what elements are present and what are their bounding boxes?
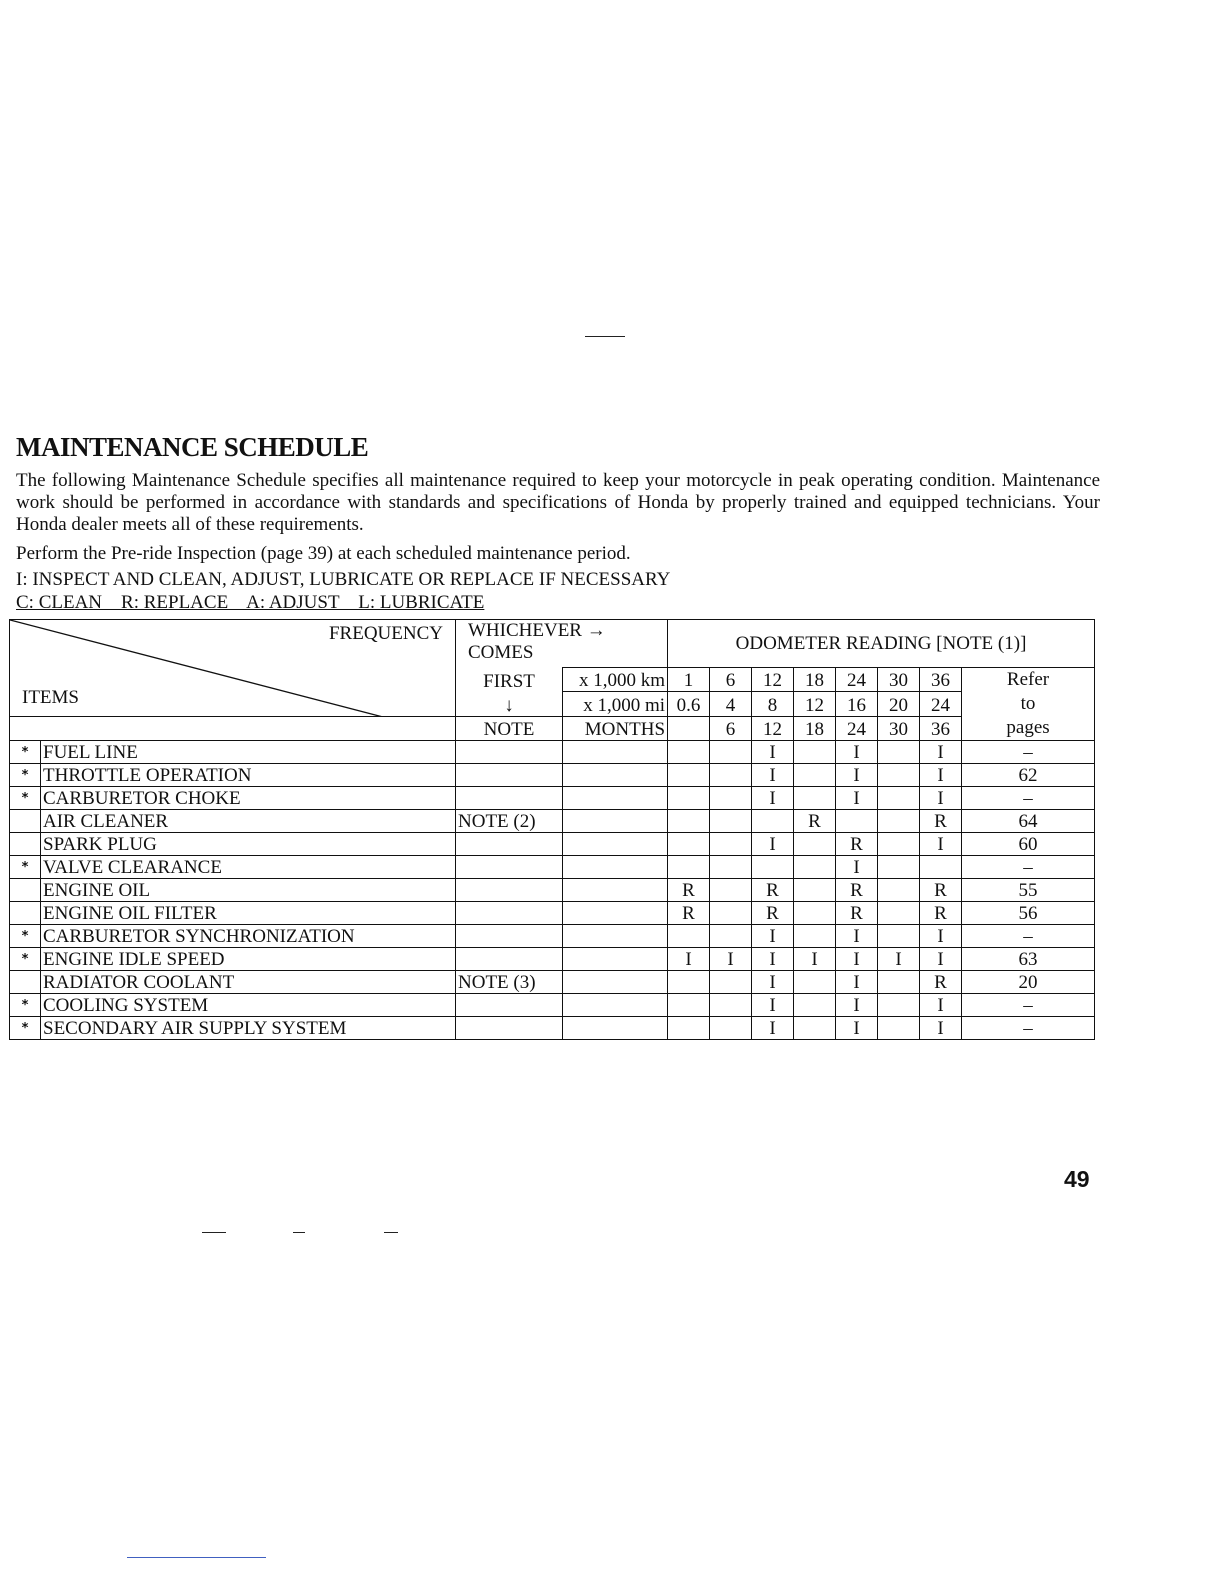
- schedule-cell: I: [836, 948, 878, 971]
- schedule-cell: [878, 971, 920, 994]
- service-star-mark: *: [10, 787, 41, 810]
- footer-rule: [127, 1557, 266, 1558]
- mi-label: x 1,000 mi: [563, 692, 668, 716]
- schedule-cell: R: [668, 879, 710, 902]
- schedule-cell: [668, 1017, 710, 1040]
- schedule-cell: R: [836, 879, 878, 902]
- schedule-cell: [878, 902, 920, 925]
- service-star-mark: *: [10, 764, 41, 787]
- intro-paragraph: The following Maintenance Schedule specifies all maintenance required to keep your motorcycle in peak operating condition. Maintenance work should be performed in accordance with standards and specifications of Honda by properly trained and equipped technicians. Your Honda dealer meets all of these requirements.: [16, 470, 1100, 535]
- schedule-cell: I: [920, 925, 962, 948]
- scan-mark-bottom: [202, 1232, 226, 1233]
- item-name: SECONDARY AIR SUPPLY SYSTEM: [41, 1017, 456, 1040]
- schedule-cell: [710, 925, 752, 948]
- item-note: [456, 833, 563, 856]
- legend-inspect: I: INSPECT AND CLEAN, ADJUST, LUBRICATE OR REPLACE IF NECESSARY: [16, 569, 671, 590]
- km-value: 36: [920, 668, 962, 692]
- schedule-cell: I: [710, 948, 752, 971]
- schedule-cell: [794, 925, 836, 948]
- refer-page: 64: [962, 810, 1095, 833]
- schedule-cell: I: [836, 741, 878, 764]
- month-value: 24: [836, 716, 878, 740]
- schedule-cell: [668, 833, 710, 856]
- blank-cell: [563, 810, 668, 833]
- schedule-cell: I: [752, 994, 794, 1017]
- month-value: 6: [710, 716, 752, 740]
- schedule-cell: [794, 1017, 836, 1040]
- schedule-cell: [668, 994, 710, 1017]
- schedule-cell: [710, 902, 752, 925]
- item-note: NOTE (2): [456, 810, 563, 833]
- mi-value: 12: [794, 692, 836, 716]
- refer-page: –: [962, 925, 1095, 948]
- schedule-cell: I: [920, 833, 962, 856]
- schedule-cell: [878, 925, 920, 948]
- schedule-cell: [710, 1017, 752, 1040]
- blank-cell: [563, 879, 668, 902]
- refer-line: to: [1020, 693, 1036, 714]
- item-note: NOTE (3): [456, 971, 563, 994]
- arrow-down: ↓: [456, 692, 563, 716]
- km-value: 12: [752, 668, 794, 692]
- table-row: [10, 787, 1095, 810]
- item-name: AIR CLEANER: [41, 810, 456, 833]
- item-note: [456, 994, 563, 1017]
- schedule-cell: I: [668, 948, 710, 971]
- schedule-cell: I: [836, 1017, 878, 1040]
- refer-page: 56: [962, 902, 1095, 925]
- scan-mark-bottom: [384, 1232, 398, 1233]
- maintenance-table: [9, 619, 1095, 1040]
- schedule-cell: R: [752, 902, 794, 925]
- service-star-mark: *: [10, 994, 41, 1017]
- odometer-header: ODOMETER READING [NOTE (1)]: [668, 620, 1095, 668]
- schedule-cell: [752, 810, 794, 833]
- frequency-label: FREQUENCY: [328, 623, 443, 644]
- table-row: [10, 994, 1095, 1017]
- service-star-mark: [10, 810, 41, 833]
- schedule-cell: I: [920, 741, 962, 764]
- schedule-cell: I: [752, 971, 794, 994]
- mi-value: 4: [710, 692, 752, 716]
- schedule-cell: [710, 994, 752, 1017]
- refer-page: –: [962, 1017, 1095, 1040]
- item-note: [456, 741, 563, 764]
- schedule-cell: [794, 764, 836, 787]
- schedule-cell: R: [752, 879, 794, 902]
- page-title: MAINTENANCE SCHEDULE: [16, 432, 369, 462]
- month-value: 12: [752, 716, 794, 740]
- item-name: VALVE CLEARANCE: [41, 856, 456, 879]
- schedule-cell: [668, 741, 710, 764]
- item-note: [456, 856, 563, 879]
- schedule-cell: R: [836, 902, 878, 925]
- schedule-cell: [794, 856, 836, 879]
- item-note: [456, 948, 563, 971]
- schedule-cell: I: [752, 741, 794, 764]
- service-star-mark: [10, 902, 41, 925]
- schedule-cell: I: [920, 764, 962, 787]
- table-row: [10, 741, 1095, 764]
- item-name: SPARK PLUG: [41, 833, 456, 856]
- schedule-cell: I: [920, 787, 962, 810]
- item-name: ENGINE OIL FILTER: [41, 902, 456, 925]
- schedule-cell: [668, 856, 710, 879]
- km-value: 30: [878, 668, 920, 692]
- schedule-cell: [668, 764, 710, 787]
- item-note: [456, 925, 563, 948]
- km-value: 1: [668, 668, 710, 692]
- refer-line: pages: [1006, 717, 1050, 738]
- first-label: FIRST: [456, 668, 563, 692]
- schedule-cell: [920, 856, 962, 879]
- schedule-cell: R: [836, 833, 878, 856]
- km-value: 6: [710, 668, 752, 692]
- schedule-cell: [710, 833, 752, 856]
- schedule-cell: I: [752, 948, 794, 971]
- blank-cell: [563, 971, 668, 994]
- comes-label: COMES: [468, 642, 534, 663]
- schedule-cell: [794, 879, 836, 902]
- item-note: [456, 764, 563, 787]
- refer-line: Refer: [1006, 669, 1050, 690]
- table-row: [10, 833, 1095, 856]
- blank-cell: [563, 856, 668, 879]
- refer-page: 55: [962, 879, 1095, 902]
- refer-page: 63: [962, 948, 1095, 971]
- schedule-cell: [878, 1017, 920, 1040]
- item-note: [456, 787, 563, 810]
- mi-value: 8: [752, 692, 794, 716]
- schedule-cell: [878, 856, 920, 879]
- blank-cell: [563, 833, 668, 856]
- schedule-cell: I: [920, 994, 962, 1017]
- schedule-cell: [794, 741, 836, 764]
- schedule-cell: [794, 787, 836, 810]
- service-star-mark: *: [10, 948, 41, 971]
- whichever-label: WHICHEVER →: [468, 620, 606, 641]
- schedule-cell: R: [920, 879, 962, 902]
- mi-value: 20: [878, 692, 920, 716]
- table-row: [10, 971, 1095, 994]
- schedule-cell: R: [794, 810, 836, 833]
- refer-page: –: [962, 856, 1095, 879]
- header-corner: [10, 620, 456, 717]
- schedule-cell: I: [836, 925, 878, 948]
- item-note: [456, 902, 563, 925]
- item-name: ENGINE OIL: [41, 879, 456, 902]
- schedule-cell: [710, 971, 752, 994]
- item-note: [456, 879, 563, 902]
- service-star-mark: *: [10, 741, 41, 764]
- schedule-cell: I: [752, 925, 794, 948]
- refer-page: –: [962, 994, 1095, 1017]
- schedule-cell: I: [836, 994, 878, 1017]
- scan-mark-top: [585, 336, 625, 337]
- service-star-mark: *: [10, 1017, 41, 1040]
- schedule-cell: [878, 787, 920, 810]
- item-name: CARBURETOR CHOKE: [41, 787, 456, 810]
- schedule-cell: [878, 833, 920, 856]
- schedule-cell: I: [920, 948, 962, 971]
- schedule-cell: [794, 902, 836, 925]
- items-header-spacer: [10, 716, 456, 740]
- mi-value: 0.6: [668, 692, 710, 716]
- service-star-mark: [10, 833, 41, 856]
- preride-text: Perform the Pre-ride Inspection (page 39) at each scheduled maintenance period.: [16, 543, 631, 564]
- schedule-cell: [752, 856, 794, 879]
- table-row: [10, 764, 1095, 787]
- schedule-cell: [710, 764, 752, 787]
- table-row: [10, 902, 1095, 925]
- schedule-cell: R: [920, 971, 962, 994]
- schedule-cell: I: [752, 764, 794, 787]
- service-star-mark: [10, 971, 41, 994]
- item-name: RADIATOR COOLANT: [41, 971, 456, 994]
- item-name: THROTTLE OPERATION: [41, 764, 456, 787]
- scan-mark-bottom: [293, 1232, 305, 1233]
- schedule-cell: [668, 971, 710, 994]
- schedule-rows: [10, 741, 1095, 1040]
- schedule-cell: I: [836, 856, 878, 879]
- blank-cell: [563, 902, 668, 925]
- schedule-cell: R: [920, 810, 962, 833]
- schedule-cell: [794, 994, 836, 1017]
- schedule-cell: [668, 787, 710, 810]
- schedule-cell: [878, 764, 920, 787]
- items-label: ITEMS: [22, 686, 79, 708]
- service-star-mark: *: [10, 856, 41, 879]
- schedule-cell: R: [668, 902, 710, 925]
- month-value: [668, 716, 710, 740]
- schedule-cell: [878, 994, 920, 1017]
- schedule-cell: [878, 879, 920, 902]
- blank-cell: [563, 925, 668, 948]
- refer-pages-header: [962, 668, 1095, 741]
- schedule-cell: I: [836, 787, 878, 810]
- schedule-cell: [710, 856, 752, 879]
- service-star-mark: [10, 879, 41, 902]
- schedule-cell: R: [920, 902, 962, 925]
- schedule-cell: [836, 810, 878, 833]
- table-row: [10, 948, 1095, 971]
- refer-page: 60: [962, 833, 1095, 856]
- table-row: [10, 1017, 1095, 1040]
- schedule-cell: I: [752, 787, 794, 810]
- page-number: 49: [1064, 1166, 1090, 1192]
- schedule-cell: I: [878, 948, 920, 971]
- service-star-mark: *: [10, 925, 41, 948]
- table-row: [10, 856, 1095, 879]
- schedule-cell: I: [752, 833, 794, 856]
- months-label: MONTHS: [563, 716, 668, 740]
- table-row: [10, 879, 1095, 902]
- table-row: [10, 925, 1095, 948]
- schedule-cell: [710, 810, 752, 833]
- schedule-cell: [668, 925, 710, 948]
- schedule-cell: [710, 879, 752, 902]
- blank-cell: [563, 1017, 668, 1040]
- refer-page: –: [962, 787, 1095, 810]
- schedule-cell: I: [836, 764, 878, 787]
- blank-cell: [563, 948, 668, 971]
- schedule-cell: [794, 971, 836, 994]
- schedule-cell: [710, 787, 752, 810]
- month-value: 30: [878, 716, 920, 740]
- blank-cell: [563, 741, 668, 764]
- refer-page: –: [962, 741, 1095, 764]
- km-value: 24: [836, 668, 878, 692]
- note-label: NOTE: [456, 716, 563, 740]
- mi-value: 24: [920, 692, 962, 716]
- schedule-cell: I: [920, 1017, 962, 1040]
- refer-page: 20: [962, 971, 1095, 994]
- item-name: ENGINE IDLE SPEED: [41, 948, 456, 971]
- schedule-cell: [668, 810, 710, 833]
- whichever-header: [456, 620, 668, 668]
- blank-cell: [563, 764, 668, 787]
- schedule-cell: [794, 833, 836, 856]
- schedule-cell: I: [836, 971, 878, 994]
- legend-codes: C: CLEAN R: REPLACE A: ADJUST L: LUBRICATE: [16, 592, 485, 613]
- month-value: 18: [794, 716, 836, 740]
- item-note: [456, 1017, 563, 1040]
- month-value: 36: [920, 716, 962, 740]
- schedule-cell: [878, 741, 920, 764]
- blank-cell: [563, 787, 668, 810]
- refer-page: 62: [962, 764, 1095, 787]
- schedule-cell: I: [752, 1017, 794, 1040]
- mi-value: 16: [836, 692, 878, 716]
- schedule-cell: I: [794, 948, 836, 971]
- item-name: COOLING SYSTEM: [41, 994, 456, 1017]
- km-label: x 1,000 km: [563, 668, 668, 692]
- blank-cell: [563, 994, 668, 1017]
- km-value: 18: [794, 668, 836, 692]
- schedule-cell: [878, 810, 920, 833]
- table-row: [10, 810, 1095, 833]
- schedule-cell: [710, 741, 752, 764]
- item-name: CARBURETOR SYNCHRONIZATION: [41, 925, 456, 948]
- item-name: FUEL LINE: [41, 741, 456, 764]
